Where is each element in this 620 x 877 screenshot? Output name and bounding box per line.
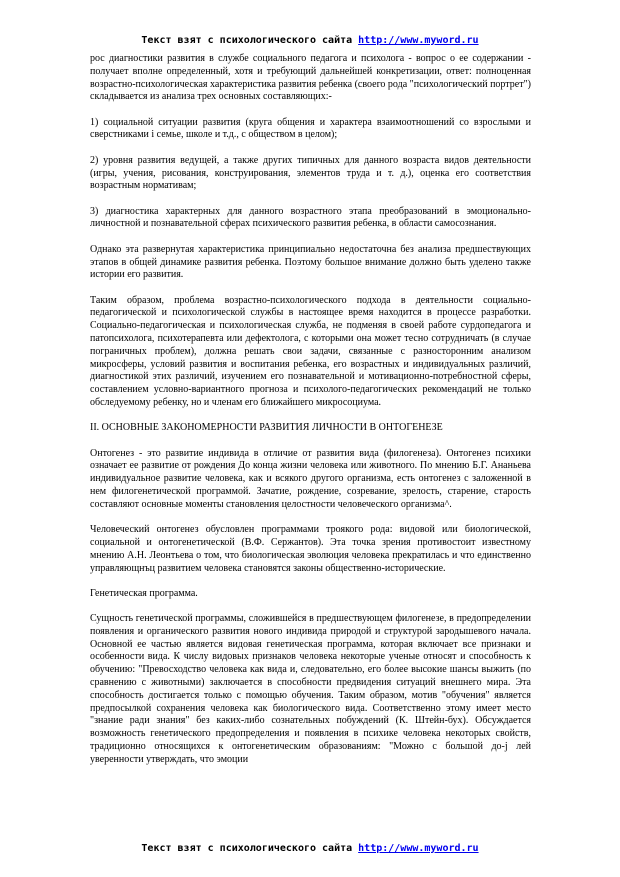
page-footer (0, 843, 620, 854)
document-body (90, 53, 531, 767)
paragraph: Однако эта развернутая характеристика принципиально недостаточна без анализа предшествующих этапов в общей динамике развития ребенка. Поэтому большое внимание должно быть уделено также истории его развития. (90, 243, 531, 281)
paragraph-intro: рос диагностики развития в службе социального педагога и психолога - вопрос о ее содержании - получает вполне определенный, хотя и требующий дальнейшей конкретизации, ответ: полноценная возрастно-психологическая характеристика развития ребенка (своего рода "психологический портрет") складывается из анализа трех основных составляющих:- (90, 53, 531, 103)
footer-link[interactable]: http://www.myword.ru (358, 843, 479, 854)
page-header (0, 35, 620, 46)
paragraph-item-3: 3) диагностика характерных для данного возрастного этапа преобразований в эмоционально-личностной и познавательной сферах психического развития ребенка, в области самосознания. (90, 205, 531, 230)
paragraph: Сущность генетической программы, сложившейся в предшествующем филогенезе, в предопределении появления и органического развития нового индивида природой и структурой зародышевого начала. Основной ее частью является видовая генетическая программа, которая включает все признаки и особенности вида. К числу видовых признаков человека некоторые ученые относят и способность к обучению: "Превосходство человека как вида и, следовательно, его более высокие шансы выжить (по сравнению с животными) заключается в способности предвидения ситуаций внешнего мира. Эта способность достигается только с помощью обучения. Таким образом, мотив "обучения" является предпосылкой сохранения человека как биологического вида. Соответственно этому имеет место "знание ради знания" без каких-либо сознательных побуждений (К. Штейн-бух). Обсуждается возможность генетического предопределения и появления в психике человека некоторых свойств, традиционно относящихся к онтогенетическим образованиям: "Можно с большой до-j лей уверенности утверждать, что эмоции (90, 613, 531, 765)
paragraph-item-1: 1) социальной ситуации развития (круга общения и характера взаимоотношений со взрослыми и сверстниками і семье, школе и т.д., с обществом в целом); (90, 116, 531, 141)
paragraph-item-2: 2) уровня развития ведущей, а также других типичных для данного возраста видов деятельности (игры, учения, рисования, конструирования, элементов труда и т. д.), оценка его соответствия возрастным нормативам; (90, 154, 531, 192)
footer-text: Текст взят с психологического сайта (141, 843, 353, 854)
header-link[interactable]: http://www.myword.ru (358, 35, 479, 46)
paragraph: Таким образом, проблема возрастно-психологического подхода в деятельности социально-педагогической и психологической службы в настоящее время находится в процессе разработки. Социально-педагогическая и психологическая служба, не подменяя в своей работе сурдопедагога и патопсихолога, психотерапевта или дефектолога, с которыми она может тесно сотрудничать (в случае пограничных проблем), должна решать свои задачи, связанные с разносторонним анализом микросферы, условий развития и воспитания ребенка, его возрастных и индивидуальных различий, диагностикой этих различий, изучением его познавательной и мотивационно-потребностной сферы, составлением условно-вариантного прогноза и психолого-педагогических рекомендаций не только обследуемому ребенку, но и членам его ближайшего микросоциума. (90, 294, 531, 409)
header-text: Текст взят с психологического сайта (141, 35, 353, 46)
subsection-heading: Генетическая программа. (90, 587, 198, 599)
section-heading: II. ОСНОВНЫЕ ЗАКОНОМЕРНОСТИ РАЗВИТИЯ ЛИЧНОСТИ В ОНТОГЕНЕЗЕ (90, 422, 443, 434)
paragraph: Онтогенез - это развитие индивида в отличие от развития вида (филогенеза). Онтогенез психики означает ее развитие от рождения До конца жизни человека или животного. По мнению Б.Г. Ананьева индивидуальное развитие человека, как и всякого другого организма, есть онтогенез с заложенной в нем филогенетической программой. Зачатие, рождение, созревание, зрелость, старение, старость составляют основные моменты становления целостности человеческого организма^. (90, 447, 531, 510)
paragraph: Человеческий онтогенез обусловлен программами троякого рода: видовой или биологической, социальной и онтогенетической (В.Ф. Сержантов). Эта точка зрения противостоит известному мнению А.Н. Леонтьева о том, что биологическая эволюция человека прекратилась и что единственно управляющнъц развитием человека становятся законы общественно-исторические. (90, 524, 531, 574)
